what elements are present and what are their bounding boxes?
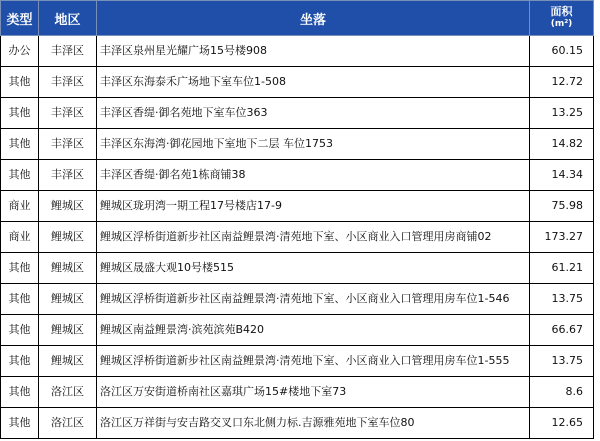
cell-address: 丰泽区东海湾·御花园地下室地下二层 车位1753 [97, 129, 530, 160]
cell-type: 办公 [1, 36, 39, 67]
header-address: 坐落 [97, 1, 530, 36]
table-row [1, 160, 594, 191]
cell-district: 丰泽区 [39, 160, 97, 191]
cell-area: 12.65 [530, 408, 594, 439]
table-row [1, 315, 594, 346]
cell-area: 61.21 [530, 253, 594, 284]
cell-area: 14.34 [530, 160, 594, 191]
cell-address: 鲤城区浮桥街道新步社区南益鲤景湾·清苑地下室、小区商业入口管理用房车位1-546 [97, 284, 530, 315]
table-row [1, 377, 594, 408]
table-row [1, 253, 594, 284]
cell-type: 其他 [1, 253, 39, 284]
cell-district: 鲤城区 [39, 253, 97, 284]
cell-district: 丰泽区 [39, 129, 97, 160]
cell-type: 商业 [1, 191, 39, 222]
cell-area: 13.75 [530, 284, 594, 315]
table-row [1, 346, 594, 377]
cell-area: 13.25 [530, 98, 594, 129]
cell-address: 鲤城区珑玥湾一期工程17号楼店17-9 [97, 191, 530, 222]
cell-address: 丰泽区东海泰禾广场地下室车位1-508 [97, 67, 530, 98]
header-area-unit: (m²) [550, 19, 573, 29]
cell-type: 其他 [1, 284, 39, 315]
cell-address: 鲤城区南益鲤景湾·滨苑滨苑B420 [97, 315, 530, 346]
header-district: 地区 [39, 1, 97, 36]
cell-district: 鲤城区 [39, 222, 97, 253]
cell-district: 丰泽区 [39, 98, 97, 129]
cell-area: 14.82 [530, 129, 594, 160]
cell-district: 丰泽区 [39, 36, 97, 67]
cell-district: 鲤城区 [39, 315, 97, 346]
cell-address: 洛江区万祥街与安吉路交叉口东北侧力标.吉源雅苑地下室车位80 [97, 408, 530, 439]
cell-district: 鲤城区 [39, 284, 97, 315]
cell-area: 66.67 [530, 315, 594, 346]
header-area [530, 1, 594, 36]
cell-type: 其他 [1, 67, 39, 98]
table-row [1, 284, 594, 315]
cell-address: 丰泽区香缇·御名苑1栋商铺38 [97, 160, 530, 191]
table-row [1, 129, 594, 160]
cell-type: 其他 [1, 346, 39, 377]
cell-address: 鲤城区晟盛大观10号楼515 [97, 253, 530, 284]
table-row [1, 408, 594, 439]
cell-area: 8.6 [530, 377, 594, 408]
table-row [1, 98, 594, 129]
header-type: 类型 [1, 1, 39, 36]
table-row [1, 222, 594, 253]
cell-type: 其他 [1, 129, 39, 160]
cell-address: 鲤城区浮桥街道新步社区南益鲤景湾·清苑地下室、小区商业入口管理用房商铺02 [97, 222, 530, 253]
table-row [1, 36, 594, 67]
cell-area: 75.98 [530, 191, 594, 222]
cell-type: 其他 [1, 160, 39, 191]
cell-type: 其他 [1, 377, 39, 408]
cell-type: 其他 [1, 98, 39, 129]
cell-type: 其他 [1, 315, 39, 346]
cell-district: 丰泽区 [39, 67, 97, 98]
cell-address: 丰泽区香缇·御名苑地下室车位363 [97, 98, 530, 129]
cell-district: 洛江区 [39, 377, 97, 408]
table-row [1, 191, 594, 222]
cell-type: 商业 [1, 222, 39, 253]
cell-area: 173.27 [530, 222, 594, 253]
cell-type: 其他 [1, 408, 39, 439]
cell-address: 鲤城区浮桥街道新步社区南益鲤景湾·清苑地下室、小区商业入口管理用房车位1-555 [97, 346, 530, 377]
cell-area: 13.75 [530, 346, 594, 377]
cell-area: 12.72 [530, 67, 594, 98]
cell-district: 鲤城区 [39, 346, 97, 377]
table-row [1, 67, 594, 98]
cell-address: 洛江区万安街道桥南社区嘉琪广场15#楼地下室73 [97, 377, 530, 408]
table-header-row [1, 1, 594, 36]
cell-district: 洛江区 [39, 408, 97, 439]
header-area-label: 面积 [550, 5, 573, 18]
cell-area: 60.15 [530, 36, 594, 67]
cell-address: 丰泽区泉州星光耀广场15号楼908 [97, 36, 530, 67]
cell-district: 鲤城区 [39, 191, 97, 222]
